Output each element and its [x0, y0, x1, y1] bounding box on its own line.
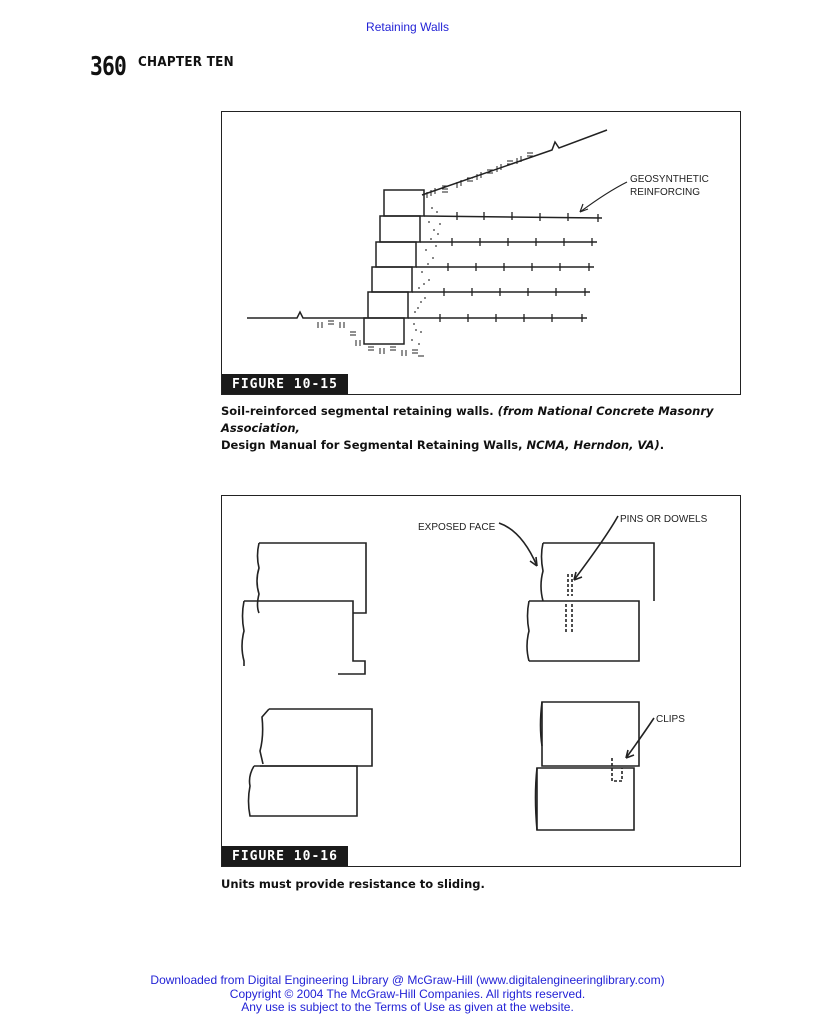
footer-copyright: [0, 974, 815, 1015]
figure-10-15: [221, 111, 741, 395]
retaining-wall-drawing: [222, 112, 739, 393]
caption-plain: Design Manual for Segmental Retaining Walls,: [221, 438, 523, 452]
segmental-units-drawing: [222, 496, 739, 865]
caption-italic-place: NCMA, Herndon, VA): [526, 438, 660, 452]
footer-download-link[interactable]: Downloaded from Digital Engineering Library @ McGraw-Hill (www.digitalengineeringlibrary.com): [150, 973, 665, 987]
annotation-clips: CLIPS: [656, 714, 685, 725]
figure-label: FIGURE 10-16: [222, 846, 348, 866]
chapter-heading: CHAPTER TEN: [138, 55, 234, 70]
figure-10-15-caption: [221, 403, 761, 454]
footer-terms-line[interactable]: Any use is subject to the Terms of Use as given at the website.: [241, 1000, 574, 1014]
figure-10-16: [221, 495, 741, 867]
annotation-pins-dowels: PINS OR DOWELS: [620, 514, 708, 525]
figure-label: FIGURE 10-15: [222, 374, 348, 394]
caption-italic-source: (from National Concrete Masonry Association,: [221, 404, 714, 435]
caption-end: .: [659, 438, 665, 452]
annotation-exposed-face: EXPOSED FACE: [418, 522, 496, 533]
caption-bold: Soil-reinforced segmental retaining walls.: [221, 404, 494, 418]
annotation-reinforcing: REINFORCING: [630, 187, 700, 198]
footer-copyright-line: Copyright © 2004 The McGraw-Hill Companies. All rights reserved.: [229, 986, 586, 1001]
annotation-geosynthetic: GEOSYNTHETIC: [630, 174, 709, 185]
figure-10-16-caption: Units must provide resistance to sliding.: [221, 877, 485, 891]
top-link[interactable]: Retaining Walls: [366, 20, 449, 34]
page-number: 360: [90, 52, 127, 82]
